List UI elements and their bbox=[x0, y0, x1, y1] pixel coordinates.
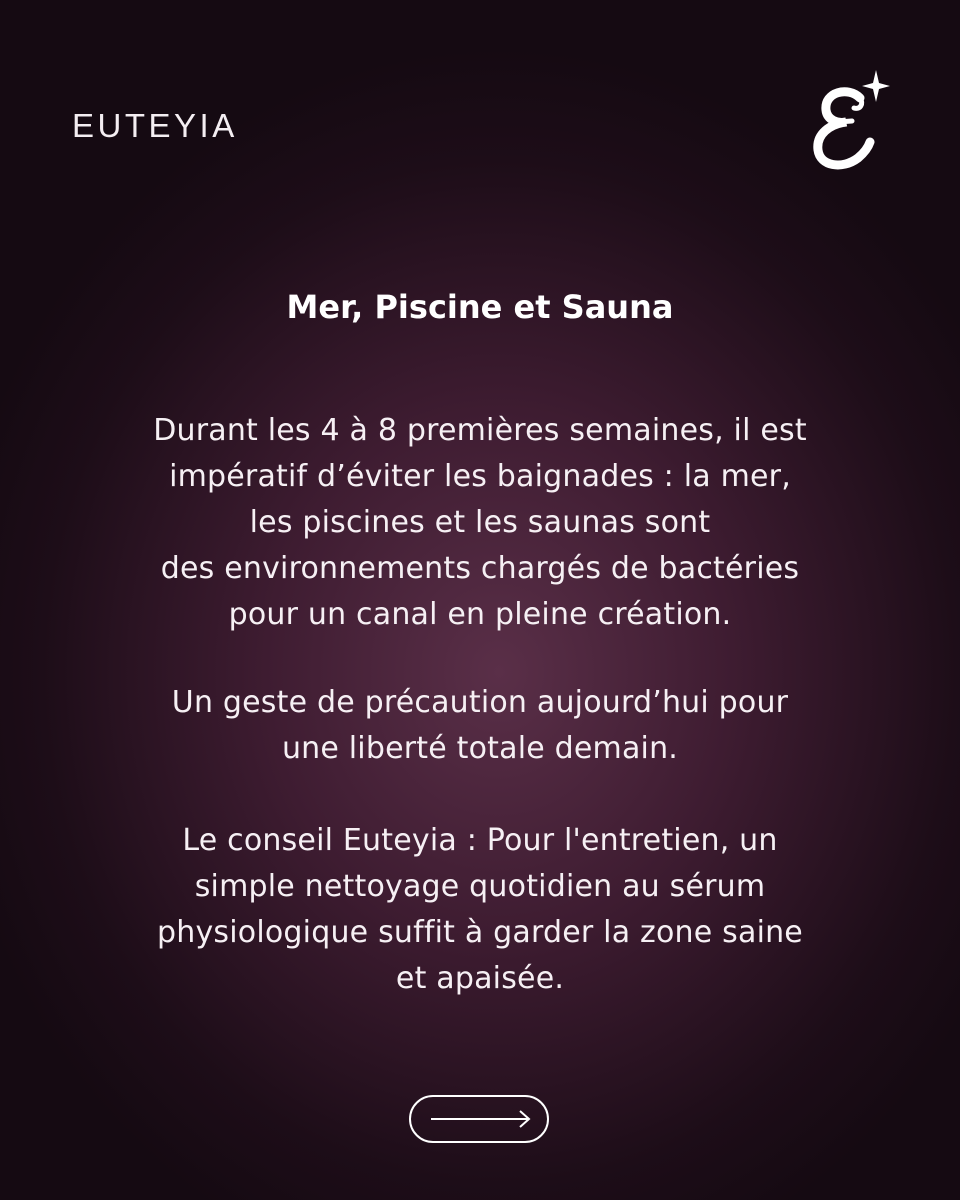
text-line: simple nettoyage quotidien au sérum bbox=[194, 869, 766, 904]
text-line: impératif d’éviter les baignades : la mer, bbox=[169, 459, 791, 494]
paragraph-precaution bbox=[40, 680, 920, 772]
text-line: des environnements chargés de bactéries bbox=[160, 551, 800, 586]
text-line: les piscines et les saunas sont bbox=[249, 505, 711, 540]
text-line: pour un canal en pleine création. bbox=[228, 597, 732, 632]
paragraph-advice bbox=[40, 818, 920, 1002]
text-line: physiologique suffit à garder la zone saine bbox=[157, 915, 803, 950]
paragraph-bathing-warning bbox=[40, 408, 920, 638]
text-line: Durant les 4 à 8 premières semaines, il est bbox=[153, 413, 807, 448]
arrow-right-icon bbox=[429, 1108, 533, 1130]
script-e-sparkle-icon bbox=[808, 64, 892, 174]
text-line: et apaisée. bbox=[395, 961, 565, 996]
text-line: Le conseil Euteyia : Pour l'entretien, un bbox=[182, 823, 778, 858]
brand-name: EUTEYIA bbox=[72, 107, 238, 144]
text-line: une liberté totale demain. bbox=[281, 731, 679, 766]
page-title: Mer, Piscine et Sauna bbox=[286, 288, 674, 326]
text-line: Un geste de précaution aujourd’hui pour bbox=[171, 685, 789, 720]
next-button[interactable] bbox=[409, 1095, 549, 1143]
